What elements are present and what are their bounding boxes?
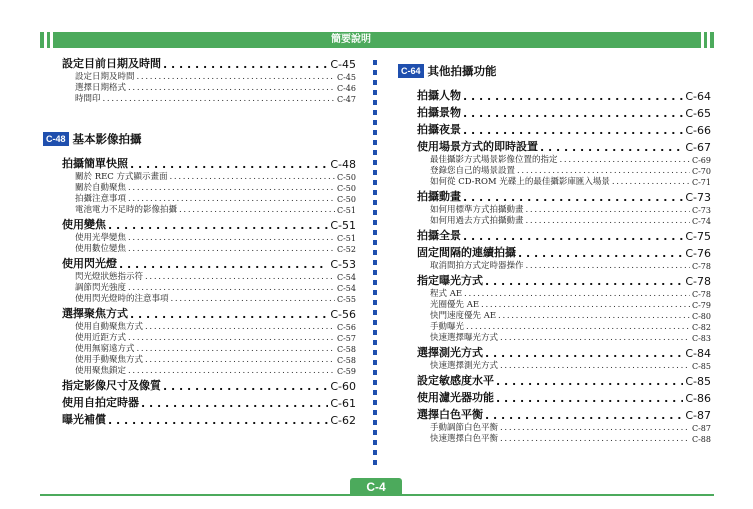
dot-leader: [130, 308, 328, 321]
divider-dot: [373, 330, 377, 335]
entry-title: 使用光學變焦: [75, 233, 127, 243]
dot-leader: [463, 90, 683, 103]
divider-dot: [373, 430, 377, 435]
divider-dot: [373, 420, 377, 425]
entry-page: C-61: [330, 397, 356, 410]
dot-leader: [171, 294, 335, 304]
dot-leader: [526, 205, 690, 215]
entry-page: C-73: [685, 191, 711, 204]
dot-leader: [500, 423, 690, 433]
section-heading: [398, 63, 497, 79]
entry-title: 取消間拍方式定時器操作: [430, 261, 524, 271]
dot-leader: [128, 183, 335, 193]
entry-page: C-85: [685, 375, 711, 388]
entry-title: 使用無窮遠方式: [75, 344, 135, 354]
divider-dot: [373, 130, 377, 135]
dot-leader: [485, 347, 683, 360]
header-stripe: [44, 32, 47, 48]
entry-page: C-78: [691, 290, 711, 299]
divider-dot: [373, 350, 377, 355]
entry-page: C-80: [691, 312, 711, 321]
divider-dot: [373, 440, 377, 445]
entry-page: C-64: [685, 90, 711, 103]
toc-entry: [62, 414, 356, 427]
divider-dot: [373, 100, 377, 105]
entry-title: 拍攝全景: [417, 229, 461, 242]
column-divider: [373, 60, 377, 470]
toc-entry: [62, 380, 356, 393]
dot-leader: [137, 344, 335, 354]
dot-leader: [526, 216, 690, 226]
entry-title: 使用閃光燈時的注意事項: [75, 294, 169, 304]
entry-title: 設定目前日期及時間: [62, 57, 161, 70]
entry-page: C-47: [336, 95, 356, 104]
dot-leader: [128, 233, 335, 243]
divider-dot: [373, 90, 377, 95]
divider-dot: [373, 380, 377, 385]
divider-dot: [373, 230, 377, 235]
entry-title: 拍攝人物: [417, 89, 461, 102]
toc-entry: [417, 375, 711, 388]
entry-title: 使用場景方式的即時設置: [417, 140, 538, 153]
entry-title: 使用數位變焦: [75, 244, 127, 254]
dot-leader: [526, 261, 690, 271]
divider-dot: [373, 250, 377, 255]
toc-entry: [417, 124, 711, 137]
divider-dot: [373, 300, 377, 305]
entry-title: 設定日期及時間: [75, 72, 135, 82]
dot-leader: [163, 58, 328, 71]
entry-page: C-87: [685, 409, 711, 422]
dot-leader: [518, 247, 683, 260]
entry-title: 選擇白色平衡: [417, 408, 483, 421]
dot-leader: [498, 311, 690, 321]
dot-leader: [463, 124, 683, 137]
divider-dot: [373, 390, 377, 395]
dot-leader: [179, 205, 335, 215]
entry-title: 拍攝夜景: [417, 123, 461, 136]
section-title: 基本影像拍攝: [72, 132, 142, 146]
divider-dot: [373, 210, 377, 215]
entry-title: 設定敏感度水平: [417, 374, 494, 387]
entry-page: C-52: [336, 245, 356, 254]
divider-dot: [373, 290, 377, 295]
entry-page: C-45: [336, 73, 356, 82]
section-heading: [43, 131, 142, 147]
entry-page: C-78: [691, 262, 711, 271]
entry-page: C-60: [330, 380, 356, 393]
toc-subentry: [430, 333, 711, 343]
divider-dot: [373, 280, 377, 285]
entry-page: C-70: [691, 167, 711, 176]
entry-page: C-54: [336, 273, 356, 282]
section-badge: C-48: [43, 132, 69, 146]
entry-page: C-51: [336, 234, 356, 243]
entry-page: C-53: [330, 258, 356, 271]
entry-title: 調節閃光強度: [75, 283, 127, 293]
entry-page: C-87: [691, 424, 711, 433]
entry-page: C-58: [336, 345, 356, 354]
dot-leader: [128, 366, 335, 376]
entry-title: 固定間隔的連續拍攝: [417, 246, 516, 259]
divider-dot: [373, 460, 377, 465]
dot-leader: [145, 272, 335, 282]
entry-page: C-85: [691, 362, 711, 371]
entry-page: C-75: [685, 230, 711, 243]
divider-dot: [373, 110, 377, 115]
entry-page: C-69: [691, 156, 711, 165]
divider-dot: [373, 240, 377, 245]
dot-leader: [464, 289, 690, 299]
entry-page: C-51: [330, 219, 356, 232]
entry-title: 光圈優先 AE: [430, 300, 480, 310]
divider-dot: [373, 220, 377, 225]
toc-subentry: [430, 216, 711, 226]
header-bar: [40, 32, 714, 48]
divider-dot: [373, 180, 377, 185]
divider-dot: [373, 120, 377, 125]
entry-title: 使用閃光燈: [62, 257, 117, 270]
dot-leader: [119, 258, 328, 271]
entry-title: 使用變焦: [62, 218, 106, 231]
entry-title: 如何從 CD-ROM 光碟上的最佳攝影庫匯入場景: [430, 177, 610, 187]
entry-title: 手動調節白色平衡: [430, 423, 499, 433]
divider-dot: [373, 140, 377, 145]
entry-title: 拍攝動畫: [417, 190, 461, 203]
toc-subentry: [430, 177, 711, 187]
dot-leader: [163, 380, 328, 393]
entry-title: 最佳攝影方式場景影像位置的指定: [430, 155, 558, 165]
toc-entry: [417, 230, 711, 243]
entry-title: 使用手動聚焦方式: [75, 355, 144, 365]
entry-page: C-65: [685, 107, 711, 120]
dot-leader: [481, 300, 690, 310]
entry-page: C-88: [691, 435, 711, 444]
page-number: C-4: [350, 478, 402, 496]
dot-leader: [170, 172, 335, 182]
entry-page: C-86: [685, 392, 711, 405]
toc-entry: [417, 107, 711, 120]
toc-entry: [417, 392, 711, 405]
divider-dot: [373, 160, 377, 165]
entry-title: 曝光補償: [62, 413, 106, 426]
entry-page: C-62: [330, 414, 356, 427]
dot-leader: [463, 230, 683, 243]
entry-title: 拍攝景物: [417, 106, 461, 119]
divider-dot: [373, 260, 377, 265]
divider-dot: [373, 70, 377, 75]
entry-page: C-50: [336, 195, 356, 204]
toc-subentry: [75, 83, 356, 93]
entry-title: 時間印: [75, 94, 101, 104]
entry-page: C-56: [330, 308, 356, 321]
entry-title: 登錄您自己的場景設置: [430, 166, 516, 176]
dot-leader: [485, 275, 683, 288]
entry-page: C-51: [336, 206, 356, 215]
dot-leader: [141, 397, 328, 410]
entry-page: C-46: [336, 84, 356, 93]
dot-leader: [128, 83, 335, 93]
divider-dot: [373, 310, 377, 315]
dot-leader: [145, 355, 335, 365]
entry-page: C-79: [691, 301, 711, 310]
dot-leader: [137, 72, 335, 82]
header-stripe: [701, 32, 704, 48]
entry-page: C-55: [336, 295, 356, 304]
entry-title: 關於 REC 方式顯示畫面: [75, 172, 168, 182]
header-stripe: [707, 32, 710, 48]
entry-title: 拍攝簡單快照: [62, 157, 128, 170]
divider-dot: [373, 340, 377, 345]
toc-subentry: [75, 294, 356, 304]
divider-dot: [373, 360, 377, 365]
entry-title: 快速選擇曝光方式: [430, 333, 499, 343]
entry-page: C-82: [691, 323, 711, 332]
divider-dot: [373, 410, 377, 415]
entry-title: 如何用標準方式拍攝動畫: [430, 205, 524, 215]
divider-dot: [373, 150, 377, 155]
entry-title: 快速選擇測光方式: [430, 361, 499, 371]
divider-dot: [373, 170, 377, 175]
entry-page: C-57: [336, 334, 356, 343]
entry-page: C-56: [336, 323, 356, 332]
dot-leader: [496, 375, 683, 388]
dot-leader: [466, 322, 690, 332]
toc-subentry: [430, 311, 711, 321]
dot-leader: [128, 333, 335, 343]
toc-subentry: [430, 434, 711, 444]
entry-page: C-66: [685, 124, 711, 137]
entry-page: C-67: [685, 141, 711, 154]
entry-title: 拍攝注意事項: [75, 194, 127, 204]
entry-page: C-74: [691, 217, 711, 226]
entry-title: 使用自動聚焦方式: [75, 322, 144, 332]
divider-dot: [373, 320, 377, 325]
divider-dot: [373, 190, 377, 195]
divider-dot: [373, 370, 377, 375]
entry-page: C-48: [330, 158, 356, 171]
dot-leader: [500, 361, 690, 371]
entry-title: 程式 AE: [430, 289, 463, 299]
dot-leader: [103, 94, 335, 104]
entry-page: C-76: [685, 247, 711, 260]
entry-title: 使用自拍定時器: [62, 396, 139, 409]
dot-leader: [500, 434, 690, 444]
entry-page: C-45: [330, 58, 356, 71]
divider-dot: [373, 80, 377, 85]
divider-dot: [373, 450, 377, 455]
entry-page: C-71: [691, 178, 711, 187]
toc-subentry: [75, 366, 356, 376]
toc-entry: [417, 90, 711, 103]
entry-page: C-73: [691, 206, 711, 215]
dot-leader: [145, 322, 335, 332]
entry-page: C-50: [336, 184, 356, 193]
entry-title: 選擇測光方式: [417, 346, 483, 359]
toc-entry: [62, 397, 356, 410]
dot-leader: [463, 107, 683, 120]
dot-leader: [500, 333, 690, 343]
entry-title: 快門速度優先 AE: [430, 311, 497, 321]
divider-dot: [373, 400, 377, 405]
divider-dot: [373, 270, 377, 275]
header-stripe: [50, 32, 53, 48]
divider-dot: [373, 60, 377, 65]
entry-title: 指定影像尺寸及像質: [62, 379, 161, 392]
dot-leader: [496, 392, 683, 405]
entry-page: C-59: [336, 367, 356, 376]
dot-leader: [560, 155, 690, 165]
entry-page: C-50: [336, 173, 356, 182]
entry-title: 如何用過去方式拍攝動畫: [430, 216, 524, 226]
entry-page: C-54: [336, 284, 356, 293]
entry-title: 選擇聚焦方式: [62, 307, 128, 320]
dot-leader: [108, 219, 328, 232]
entry-title: 使用聚焦鎖定: [75, 366, 127, 376]
entry-title: 關於自動聚焦: [75, 183, 127, 193]
entry-title: 指定曝光方式: [417, 274, 483, 287]
entry-page: C-84: [685, 347, 711, 360]
dot-leader: [128, 244, 335, 254]
entry-page: C-78: [685, 275, 711, 288]
toc-subentry: [430, 261, 711, 271]
divider-dot: [373, 200, 377, 205]
entry-title: 閃光燈狀態指示符: [75, 272, 144, 282]
entry-title: 手動曝光: [430, 322, 465, 332]
entry-title: 電池電力不足時的影像拍攝: [75, 205, 178, 215]
toc-subentry: [430, 361, 711, 371]
dot-leader: [612, 177, 690, 187]
entry-title: 選擇日期格式: [75, 83, 127, 93]
dot-leader: [108, 414, 328, 427]
entry-page: C-58: [336, 356, 356, 365]
entry-title: 快速選擇白色平衡: [430, 434, 499, 444]
entry-title: 使用近距方式: [75, 333, 127, 343]
entry-page: C-83: [691, 334, 711, 343]
entry-title: 使用濾光器功能: [417, 391, 494, 404]
section-badge: C-64: [398, 64, 424, 78]
toc-subentry: [75, 205, 356, 215]
section-title: 其他拍攝功能: [427, 64, 497, 78]
toc-subentry: [75, 94, 356, 104]
dot-leader: [540, 141, 683, 154]
header-title: 簡要說明: [331, 34, 371, 45]
toc-subentry: [75, 244, 356, 254]
dot-leader: [485, 409, 683, 422]
